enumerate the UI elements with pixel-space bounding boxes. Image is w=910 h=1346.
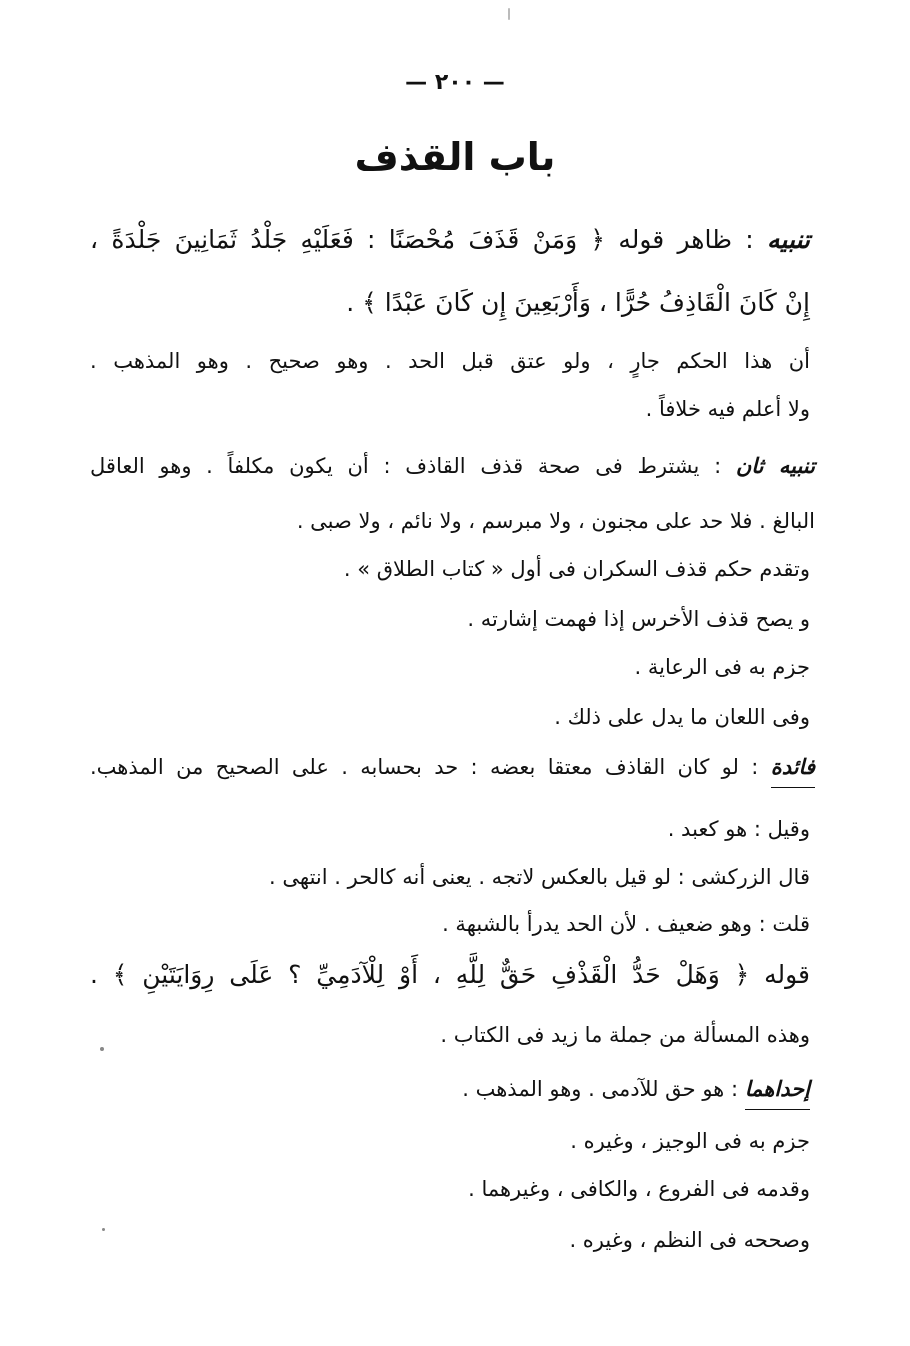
text-line — [90, 814, 810, 844]
note-label: تنبيه — [767, 225, 810, 254]
text-line — [90, 604, 810, 634]
label-separator: : — [724, 1077, 745, 1101]
text-line — [90, 1225, 810, 1255]
scan-speck — [102, 1228, 105, 1231]
text-line — [95, 506, 815, 536]
line-text: وصححه فى النظم ، وغيره . — [569, 1228, 810, 1252]
line-text: قال الزركشى : لو قيل بالعكس لاتجه . يعنى أنه كالحر . انتهى . — [269, 865, 810, 889]
line-text: قلت : وهو ضعيف . لأن الحد يدرأ بالشبهة . — [442, 912, 810, 936]
text-line — [90, 909, 810, 939]
line-text: و يصح قذف الأخرس إذا فهمت إشارته . — [467, 607, 810, 631]
text-line — [90, 1126, 810, 1156]
label-separator: : — [732, 225, 767, 254]
line-text: لو كان القاذف معتقا بعضه : حد بحسابه . على الصحيح من المذهب. — [90, 755, 739, 779]
text-line — [90, 554, 810, 584]
scan-speck — [100, 1047, 104, 1051]
text-line — [90, 451, 815, 481]
text-line — [90, 957, 810, 993]
text-line — [90, 1074, 810, 1104]
label-separator: : — [738, 755, 771, 779]
text-line — [90, 222, 810, 258]
note-label: فائدة — [771, 755, 815, 788]
text-line — [90, 1174, 810, 1204]
chapter-title: باب القذف — [354, 135, 556, 179]
line-text: ولا أعلم فيه خلافاً . — [645, 397, 810, 421]
line-text: وتقدم حكم قذف السكران فى أول « كتاب الطلاق » . — [343, 557, 810, 581]
page-number: — ٢٠٠ — — [405, 70, 505, 95]
line-text: البالغ . فلا حد على مجنون ، ولا مبرسم ، ولا نائم ، ولا صبى . — [296, 509, 815, 533]
line-text: أن هذا الحكم جارٍ ، ولو عتق قبل الحد . وهو صحيح . وهو المذهب . — [90, 349, 810, 373]
text-line — [90, 394, 810, 424]
line-text: وهذه المسألة من جملة ما زيد فى الكتاب . — [440, 1023, 810, 1047]
line-text: هو حق للآدمى . وهو المذهب . — [462, 1077, 725, 1101]
line-text: ظاهر قوله ﴿ وَمَنْ قَذَفَ مُحْصَنًا : فَعَلَيْهِ جَلْدُ ثَمَانِينَ جَلْدَةً ، — [90, 225, 733, 254]
text-line — [90, 1020, 810, 1050]
text-line — [90, 652, 810, 682]
line-text: وفى اللعان ما يدل على ذلك . — [554, 705, 810, 729]
scan-speck — [508, 8, 510, 20]
line-text: جزم به فى الوجيز ، وغيره . — [570, 1129, 810, 1153]
text-line — [90, 702, 810, 732]
text-line — [90, 752, 815, 782]
line-text: قوله ﴿ وَهَلْ حَدُّ الْقَذْفِ حَقٌّ لِلَّهِ ، أَوْ لِلْآدَمِيِّ ؟ عَلَى رِوَايَتَيْنِ ﴾ . — [90, 960, 810, 989]
line-text: وقدمه فى الفروع ، والكافى ، وغيرهما . — [468, 1177, 810, 1201]
note-label: إحداهما — [745, 1077, 810, 1110]
line-text: وقيل : هو كعبد . — [667, 817, 810, 841]
label-separator: : — [699, 454, 736, 478]
text-line — [90, 862, 810, 892]
text-line — [90, 285, 810, 321]
line-text: جزم به فى الرعاية . — [634, 655, 810, 679]
line-text: إِنْ كَانَ الْقَاذِفُ حُرًّا ، وَأَرْبَعِينَ إِن كَانَ عَبْدًا ﴾ . — [346, 288, 810, 317]
line-text: يشترط فى صحة قذف القاذف : أن يكون مكلفاً . وهو العاقل — [90, 454, 700, 478]
text-line — [90, 346, 810, 376]
note-label: تنبيه ثان — [735, 454, 815, 478]
